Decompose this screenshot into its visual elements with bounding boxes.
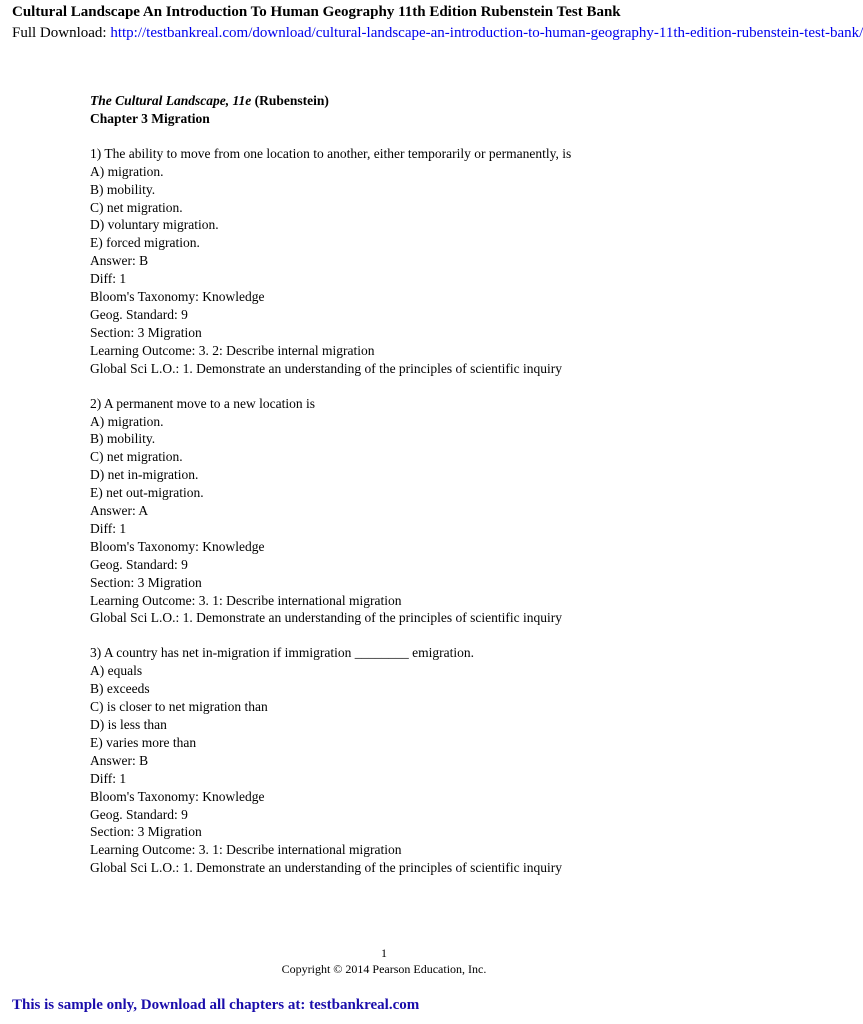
question-line: E) forced migration.	[90, 235, 200, 251]
page-number: 1	[381, 946, 387, 960]
question-stem: 1) The ability to move from one location to another, either temporarily or permanently, is	[90, 145, 572, 161]
download-link[interactable]: http://testbankreal.com/download/cultural-landscape-an-introduction-to-human-geography-11th-edition-rubenstein-test-bank/	[110, 25, 863, 41]
question-line: A) migration.	[90, 413, 164, 429]
question-list	[90, 145, 750, 877]
document-body	[90, 92, 750, 877]
question-line: Answer: B	[90, 752, 149, 768]
book-title: The Cultural Landscape, 11e	[90, 93, 252, 108]
question-line: Bloom's Taxonomy: Knowledge	[90, 788, 265, 804]
question-line: Geog. Standard: 9	[90, 806, 188, 822]
question-line: Bloom's Taxonomy: Knowledge	[90, 289, 265, 305]
question-block	[90, 395, 750, 628]
book-author: (Rubenstein)	[251, 93, 329, 108]
question-line: E) net out-migration.	[90, 485, 204, 501]
question-line: Diff: 1	[90, 271, 127, 287]
question-line: D) voluntary migration.	[90, 217, 219, 233]
question-line: A) equals	[90, 663, 143, 679]
question-line: Global Sci L.O.: 1. Demonstrate an understanding of the principles of scientific inquiry	[90, 860, 563, 876]
copyright-notice: Copyright © 2014 Pearson Education, Inc.	[281, 962, 487, 976]
question-line: Learning Outcome: 3. 1: Describe international migration	[90, 842, 402, 858]
question-line: Geog. Standard: 9	[90, 306, 188, 322]
question-line: Learning Outcome: 3. 1: Describe international migration	[90, 592, 402, 608]
question-block	[90, 644, 750, 877]
question-line: A) migration.	[90, 163, 164, 179]
question-line: Geog. Standard: 9	[90, 556, 188, 572]
question-line: C) net migration.	[90, 199, 183, 215]
chapter-heading: Chapter 3 Migration	[90, 110, 210, 126]
question-block	[90, 145, 750, 378]
sample-notice: This is sample only, Download all chapters at: testbankreal.com	[12, 997, 420, 1013]
question-line: B) mobility.	[90, 431, 156, 447]
question-line: Section: 3 Migration	[90, 824, 202, 840]
download-prefix: Full Download:	[12, 25, 111, 41]
question-line: D) is less than	[90, 717, 167, 732]
full-download-line	[12, 25, 863, 42]
question-line: Answer: A	[90, 503, 149, 519]
question-line: Diff: 1	[90, 770, 127, 786]
question-line: Global Sci L.O.: 1. Demonstrate an understanding of the principles of scientific inquiry	[90, 360, 563, 376]
question-line: Section: 3 Migration	[90, 324, 202, 340]
question-line: D) net in-migration.	[90, 467, 199, 483]
question-stem: 3) A country has net in-migration if immigration ________ emigration.	[90, 645, 474, 661]
question-line: Bloom's Taxonomy: Knowledge	[90, 538, 265, 554]
book-title-line	[90, 92, 750, 110]
question-line: B) exceeds	[90, 681, 150, 697]
question-line: E) varies more than	[90, 734, 197, 750]
question-line: C) net migration.	[90, 449, 183, 465]
header-title: Cultural Landscape An Introduction To Human Geography 11th Edition Rubenstein Test Bank	[12, 4, 621, 20]
question-line: Global Sci L.O.: 1. Demonstrate an understanding of the principles of scientific inquiry	[90, 610, 563, 626]
question-line: B) mobility.	[90, 181, 156, 197]
question-line: C) is closer to net migration than	[90, 699, 268, 715]
question-line: Learning Outcome: 3. 2: Describe internal migration	[90, 342, 375, 358]
question-line: Diff: 1	[90, 520, 127, 536]
question-line: Answer: B	[90, 253, 149, 269]
question-line: Section: 3 Migration	[90, 574, 202, 590]
question-stem: 2) A permanent move to a new location is	[90, 395, 315, 411]
